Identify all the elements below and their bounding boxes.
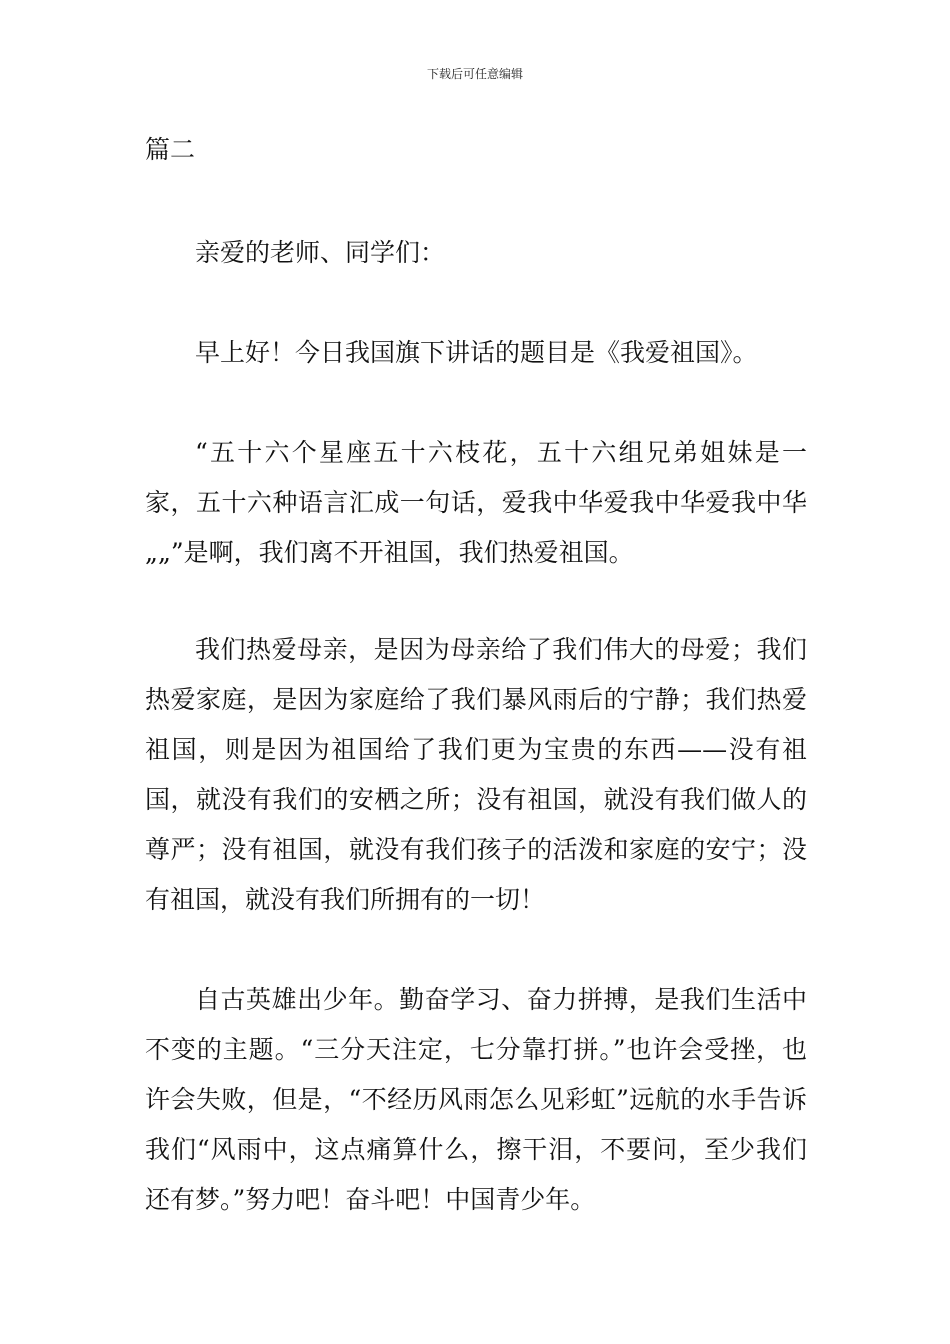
paragraph-opening: 早上好！今日我国旗下讲话的题目是《我爱祖国》。	[195, 338, 758, 367]
paragraph-youth: 自古英雄出少年。勤奋学习、奋力拼搏，是我们生活中不变的主题。“三分天注定，七分靠打拼。”也许会受挫，也许会失败，但是，“不经历风雨怎么见彩虹”远航的水手告诉我们“风雨中，这点痛算什么，擦干泪，不要问，至少我们还有梦。”努力吧！奋斗吧！中国青少年。	[145, 985, 807, 1214]
paragraph-song-quote: “五十六个星座五十六枝花，五十六组兄弟姐妹是一家，五十六种语言汇成一句话，爱我中华爱我中华爱我中华„„”是啊，我们离不开祖国，我们热爱祖国。	[145, 438, 807, 567]
paragraph-greeting: 亲爱的老师、同学们：	[195, 238, 446, 267]
header-note: 下载后可任意编辑	[426, 67, 523, 81]
paragraph-love-motherland: 我们热爱母亲，是因为母亲给了我们伟大的母爱；我们热爱家庭，是因为家庭给了我们暴风雨后的宁静；我们热爱祖国，则是因为祖国给了我们更为宝贵的东西——没有祖国，就没有我们的安栖之所；没有祖国，就没有我们做人的尊严；没有祖国，就没有我们孩子的活泼和家庭的安宁；没有祖国，就没有我们所拥有的一切！	[145, 635, 807, 914]
section-title: 篇二	[145, 135, 196, 164]
